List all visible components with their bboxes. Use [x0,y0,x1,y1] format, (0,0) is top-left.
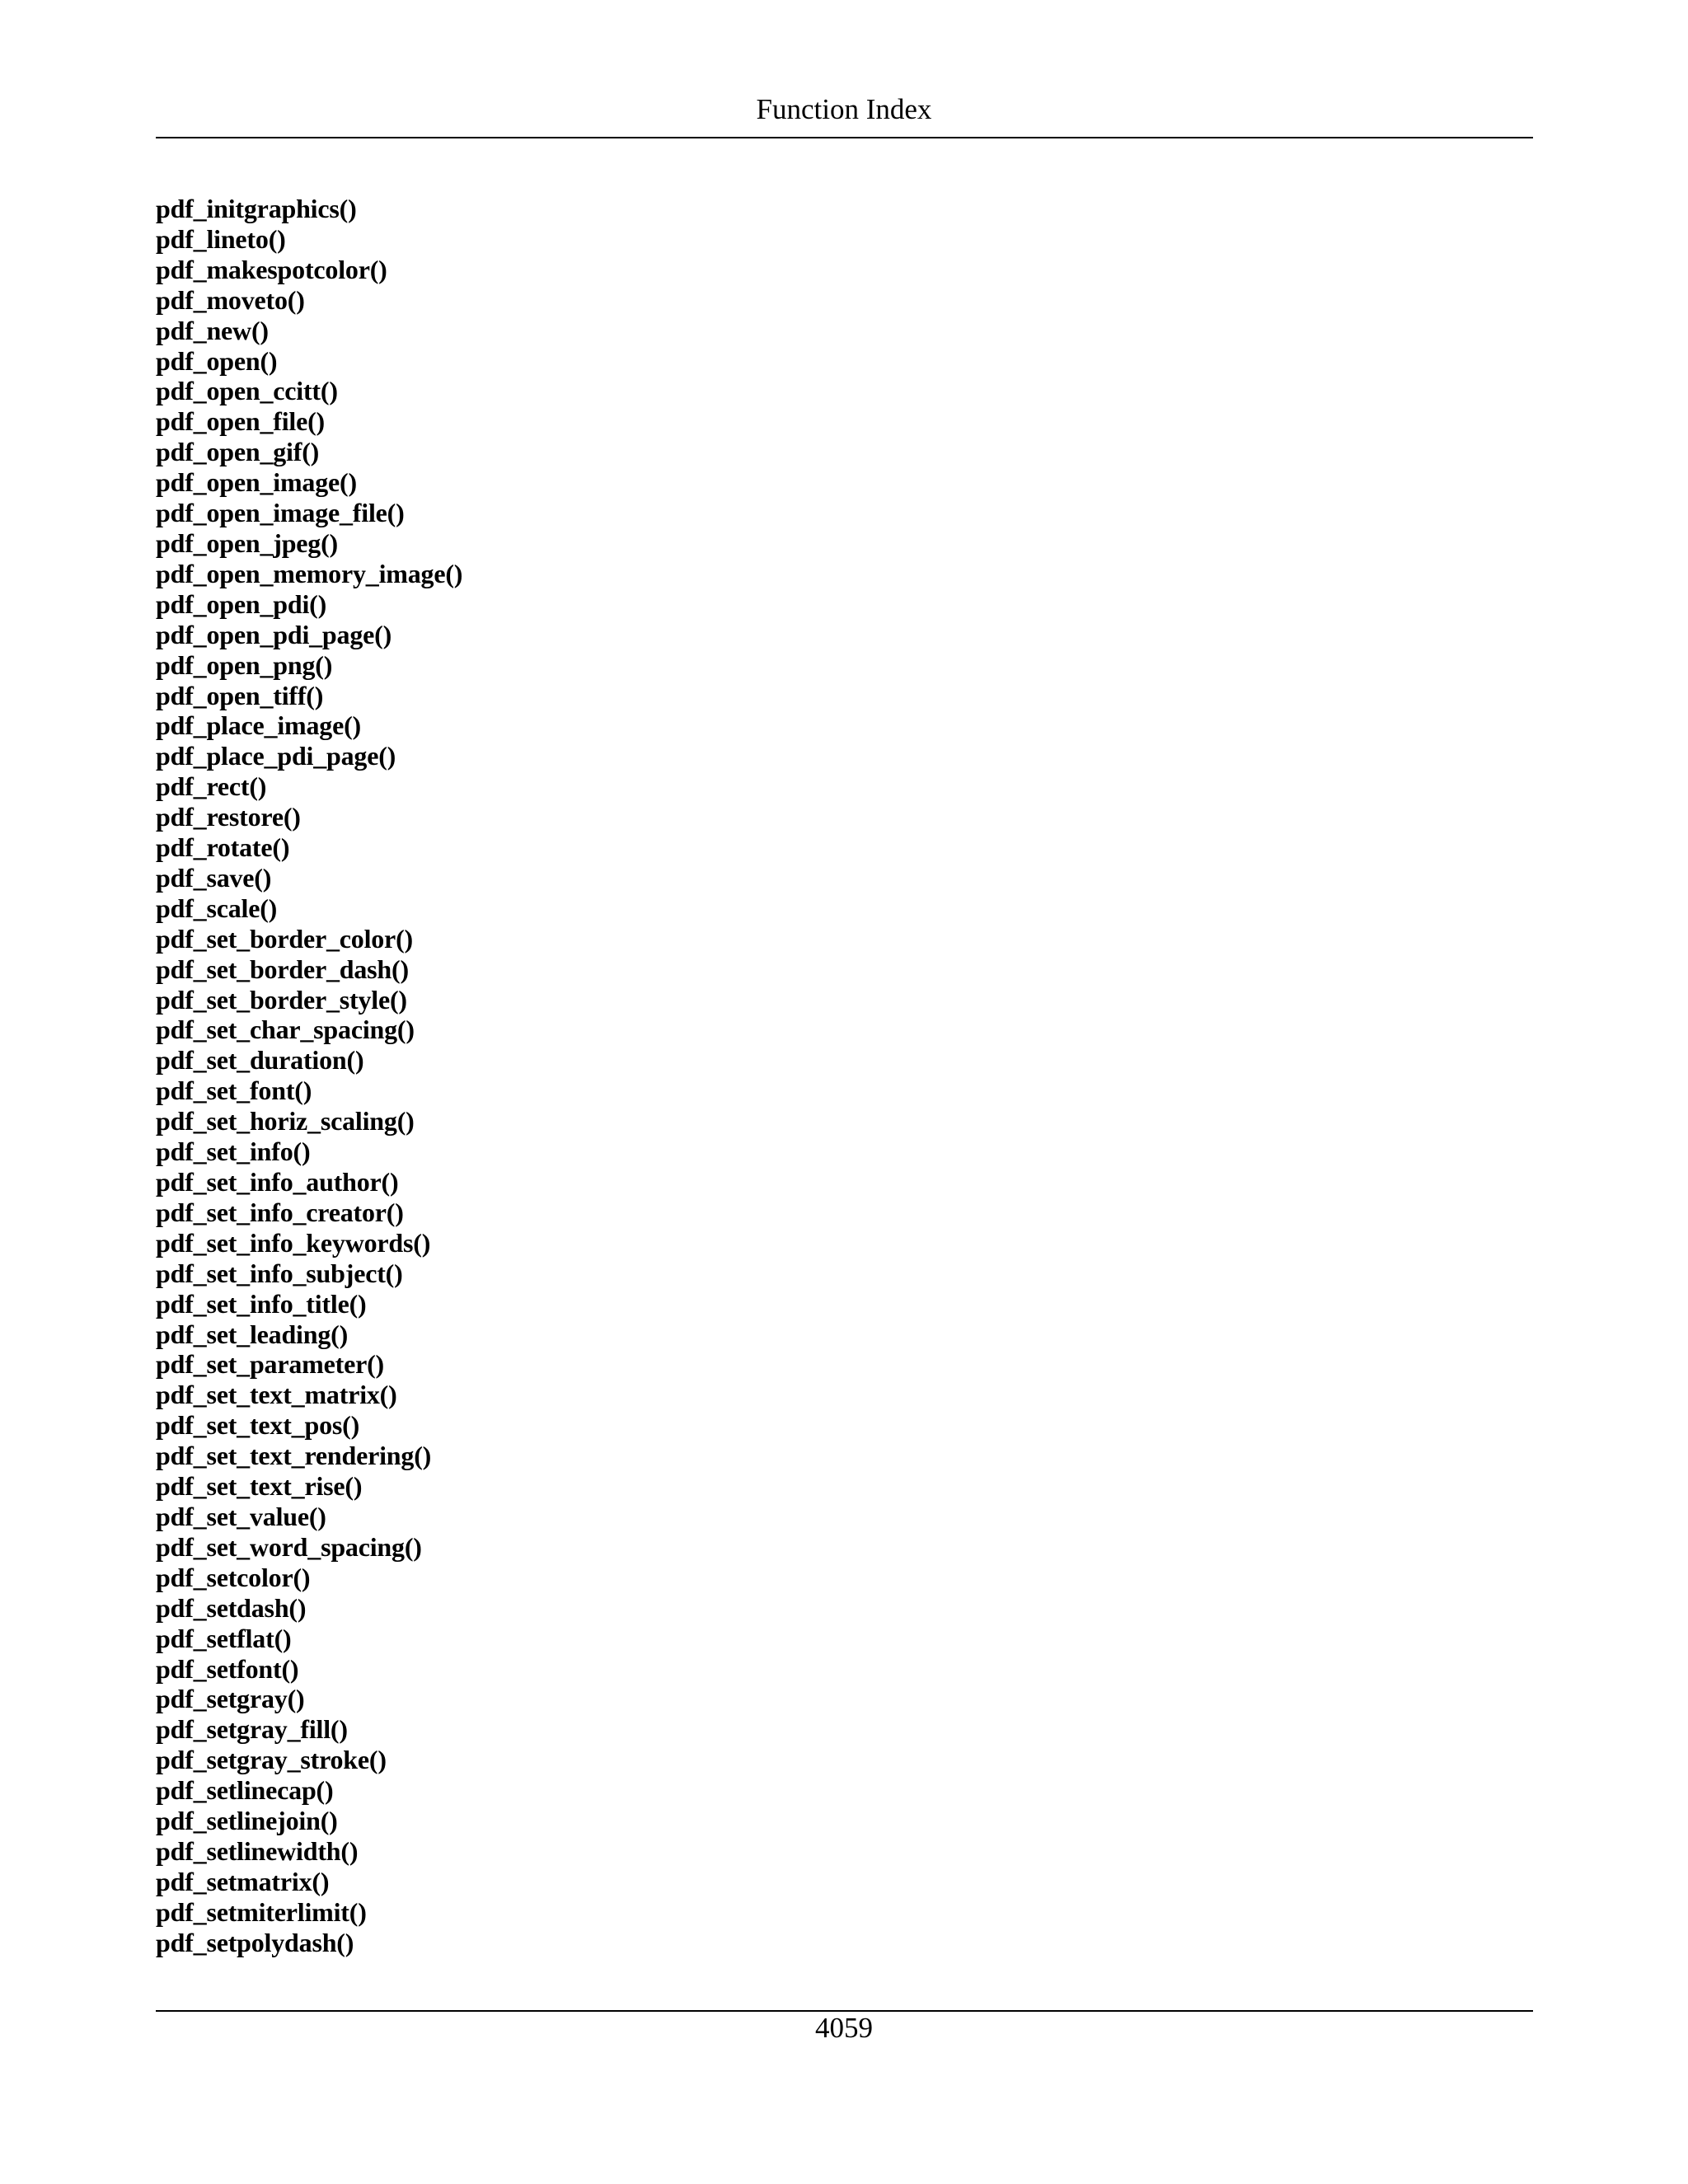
function-entry: pdf_set_info_title() [156,1288,367,1319]
function-entry: pdf_set_info_creator() [156,1197,404,1227]
function-entry: pdf_set_word_spacing() [156,1531,422,1562]
function-entry: pdf_setlinewidth() [156,1835,359,1866]
function-entry: pdf_setflat() [156,1623,292,1653]
function-entry: pdf_set_text_rendering() [156,1441,432,1471]
function-entry: pdf_setcolor() [156,1562,311,1592]
function-entry: pdf_moveto() [156,284,305,315]
function-entry: pdf_set_text_pos() [156,1410,360,1441]
function-entry: pdf_open_file() [156,406,326,437]
page-header-title: Function Index [756,93,932,125]
function-entry: pdf_rotate() [156,832,290,863]
function-entry: pdf_open_gif() [156,437,320,467]
function-entry: pdf_set_border_dash() [156,954,409,984]
page-number: 4059 [815,2012,873,2044]
function-entry: pdf_open_pdi_page() [156,619,392,649]
function-entry: pdf_set_text_rise() [156,1471,363,1502]
function-entry: pdf_set_info_keywords() [156,1227,431,1258]
function-entry: pdf_setlinejoin() [156,1806,338,1836]
function-entry: pdf_setfont() [156,1653,299,1684]
function-entry: pdf_save() [156,862,272,893]
function-entry: pdf_open_pdi() [156,588,327,619]
function-entry: pdf_set_duration() [156,1045,364,1076]
function-entry: pdf_setgray() [156,1684,305,1714]
function-entry: pdf_restore() [156,802,301,832]
header-rule [156,137,1533,138]
function-entry: pdf_rect() [156,771,267,802]
function-entry: pdf_set_char_spacing() [156,1015,415,1045]
function-entry: pdf_set_leading() [156,1319,349,1349]
function-entry: pdf_set_info() [156,1137,311,1167]
function-entry: pdf_lineto() [156,223,286,254]
function-index-list [156,194,462,1958]
function-entry: pdf_set_info_subject() [156,1258,403,1288]
function-entry: pdf_open_memory_image() [156,558,463,588]
function-entry: pdf_setgray_stroke() [156,1745,387,1775]
function-entry: pdf_set_info_author() [156,1167,399,1197]
function-entry: pdf_setdash() [156,1592,307,1623]
function-entry: pdf_set_parameter() [156,1349,384,1380]
function-entry: pdf_open_tiff() [156,680,324,710]
function-entry: pdf_setlinecap() [156,1775,334,1806]
function-entry: pdf_setmatrix() [156,1866,330,1896]
function-entry: pdf_makespotcolor() [156,254,387,284]
function-entry: pdf_initgraphics() [156,194,357,223]
function-entry: pdf_open_image() [156,467,357,498]
function-entry: pdf_setpolydash() [156,1927,354,1957]
function-entry: pdf_open_jpeg() [156,527,339,558]
function-entry: pdf_open_ccitt() [156,376,338,406]
function-entry: pdf_open_png() [156,649,333,680]
function-entry: pdf_setgray_fill() [156,1714,348,1745]
function-entry: pdf_set_font() [156,1076,312,1106]
function-entry: pdf_set_border_color() [156,923,413,954]
function-entry: pdf_place_pdi_page() [156,741,396,771]
function-entry: pdf_open() [156,345,278,376]
function-entry: pdf_setmiterlimit() [156,1896,367,1927]
function-entry: pdf_set_text_matrix() [156,1380,397,1410]
function-entry: pdf_new() [156,315,269,345]
function-entry: pdf_set_value() [156,1501,326,1531]
function-entry: pdf_scale() [156,893,278,923]
function-entry: pdf_open_image_file() [156,498,405,528]
function-entry: pdf_set_horiz_scaling() [156,1106,415,1137]
function-entry: pdf_set_border_style() [156,984,407,1015]
function-entry: pdf_place_image() [156,710,362,741]
